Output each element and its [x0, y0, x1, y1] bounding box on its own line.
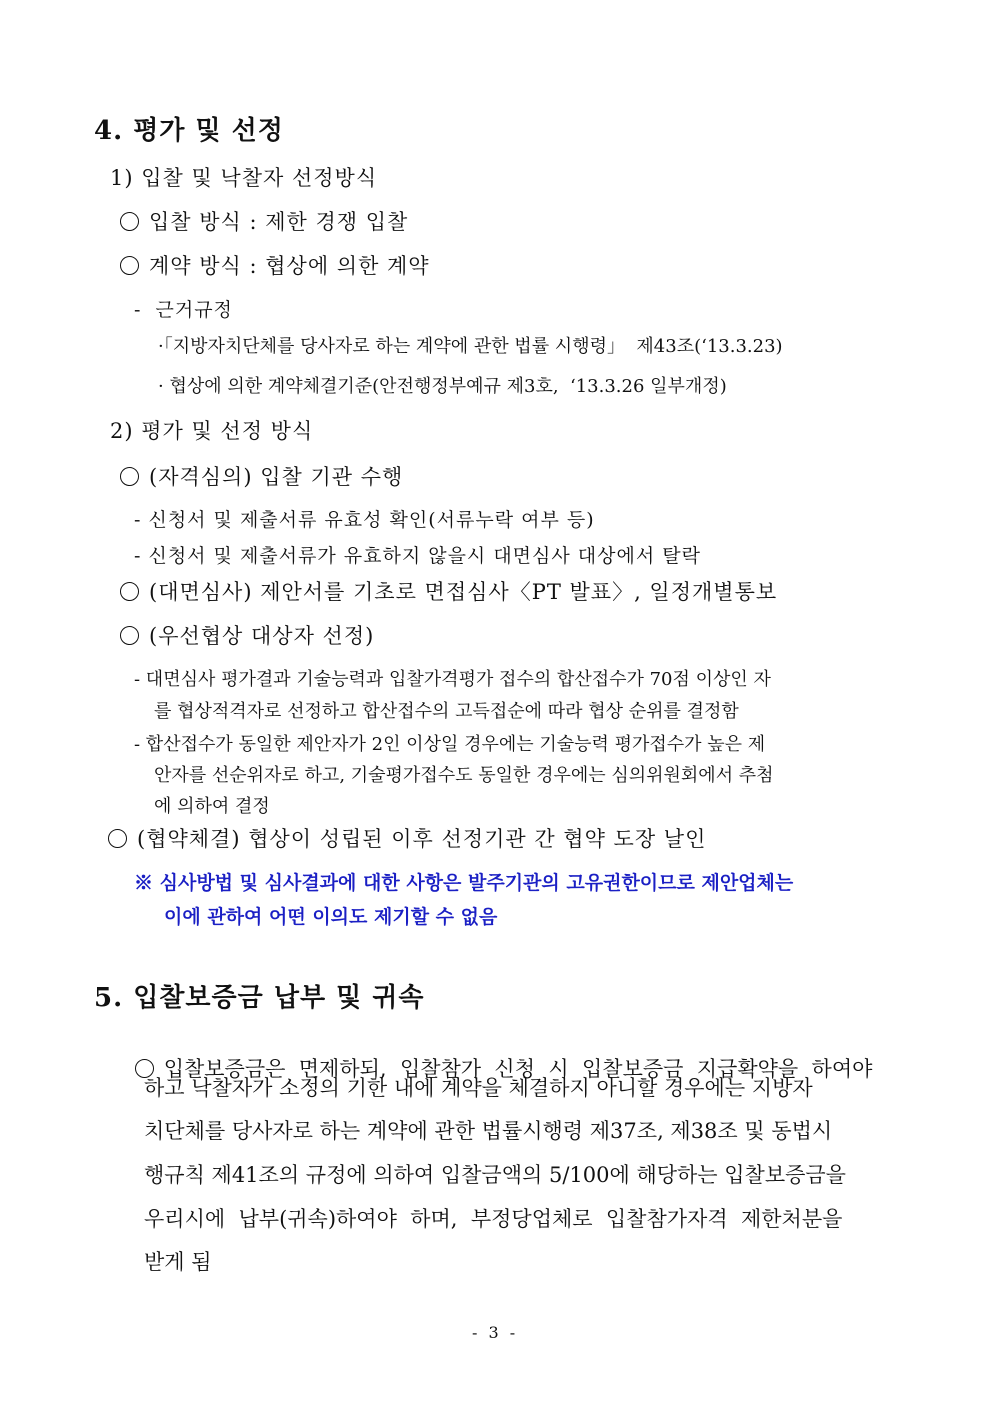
deposit-paragraph-line-2: 하고 낙찰자가 소정의 기한 내에 계약을 체결하지 아니할 경우에는 지방자 — [144, 1076, 813, 1100]
agreement-item — [108, 827, 706, 852]
bidding-method-text: 입찰 방식 : 제한 경쟁 입찰 — [149, 210, 409, 234]
deposit-paragraph-line-5: 우리시에 납부(귀속)하여야 하며, 부정당업체로 입찰참가자격 제한처분을 — [144, 1207, 843, 1231]
priority-detail-1b: 를 협상적격자로 선정하고 합산접수의 고득접순에 따라 협상 순위를 결정함 — [154, 701, 739, 722]
priority-text: (우선협상 대상자 선정) — [149, 624, 375, 648]
notice-line-2: 이에 관하여 어떤 이의도 제기할 수 없음 — [164, 906, 498, 928]
qualification-detail-1: - 신청서 및 제출서류 유효성 확인(서류누락 여부 등) — [134, 509, 595, 531]
priority-detail-1a: - 대면심사 평가결과 기술능력과 입찰가격평가 접수의 합산접수가 70점 이상인 자 — [134, 669, 771, 690]
bidding-method-item — [120, 210, 408, 235]
interview-item — [120, 580, 777, 605]
circle-bullet-icon — [120, 212, 139, 231]
contract-method-text: 계약 방식 : 협상에 의한 계약 — [149, 254, 430, 278]
deposit-paragraph-line-4: 행규칙 제41조의 규정에 의하여 입찰금액의 5/100에 해당하는 입찰보증금을 — [144, 1163, 846, 1187]
circle-bullet-icon — [120, 582, 139, 601]
agreement-text: (협약체결) 협상이 성립된 이후 선정기관 간 협약 도장 날인 — [137, 827, 707, 851]
basis-item-1: ·「지방자치단체를 당사자로 하는 계약에 관한 법률 시행령」 제43조(‘13.3.23) — [158, 336, 783, 357]
page-number: - 3 - — [472, 1323, 519, 1342]
contract-method-item — [120, 254, 430, 279]
basis-item-2: · 협상에 의한 계약체결기준(안전행정부예규 제3호, ‘13.3.26 일부개정) — [158, 376, 727, 397]
priority-detail-2b: 안자를 선순위자로 하고, 기술평가접수도 동일한 경우에는 심의위원회에서 추첨 — [154, 765, 774, 786]
circle-bullet-icon — [108, 829, 127, 848]
circle-bullet-icon — [120, 256, 139, 275]
priority-item — [120, 624, 374, 649]
qualification-item — [120, 465, 403, 490]
deposit-paragraph-line-3: 치단체를 당사자로 하는 계약에 관한 법률시행령 제37조, 제38조 및 동법시 — [144, 1119, 833, 1143]
qualification-text: (자격심의) 입찰 기관 수행 — [149, 465, 404, 489]
priority-detail-2c: 에 의하여 결정 — [154, 796, 270, 817]
circle-bullet-icon — [120, 626, 139, 645]
circle-bullet-icon — [120, 467, 139, 486]
subsection-1-title: 1) 입찰 및 낙찰자 선정방식 — [110, 166, 378, 190]
basis-title: - 근거규정 — [134, 299, 233, 321]
deposit-paragraph-line-6: 받게 됨 — [144, 1250, 212, 1274]
qualification-detail-2: - 신청서 및 제출서류가 유효하지 않을시 대면심사 대상에서 탈락 — [134, 545, 701, 567]
section-4-title: 4. 평가 및 선정 — [94, 116, 284, 146]
section-5-title: 5. 입찰보증금 납부 및 귀속 — [94, 983, 425, 1013]
interview-text: (대면심사) 제안서를 기초로 면접심사〈PT 발표〉, 일정개별통보 — [149, 580, 778, 604]
priority-detail-2a: - 합산접수가 동일한 제안자가 2인 이상일 경우에는 기술능력 평가접수가 높은 제 — [134, 734, 766, 755]
notice-line-1: ※ 심사방법 및 심사결과에 대한 사항은 발주기관의 고유권한이므로 제안업체는 — [134, 872, 794, 894]
subsection-2-title: 2) 평가 및 선정 방식 — [110, 419, 314, 443]
deposit-line-1-text: 입찰보증금은 면제하되, 입찰참가 신청 시 입찰보증금 지급확약을 하여야 — [163, 1057, 873, 1082]
